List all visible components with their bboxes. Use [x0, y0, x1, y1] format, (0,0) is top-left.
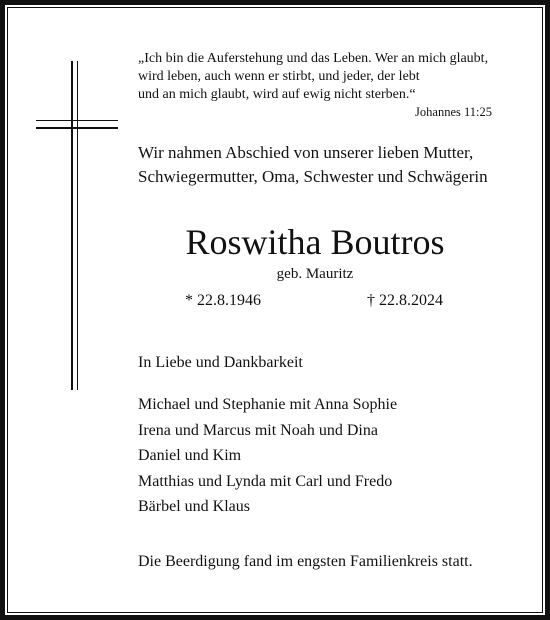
bible-quote — [138, 50, 518, 104]
mourner-item: Bärbel und Klaus — [138, 498, 250, 515]
mourner-item: Irena und Marcus mit Noah und Dina — [138, 421, 378, 439]
love-line: In Liebe und Dankbarkeit — [138, 354, 303, 371]
cross-horizontal-bar-thick — [36, 127, 118, 129]
funeral-note: Die Beerdigung fand im engsten Familienkreis statt. — [138, 553, 473, 570]
mourners-list — [138, 392, 397, 520]
birth-name: geb. Mauritz — [276, 266, 354, 282]
quote-line: wird leben, auch wenn er stirbt, und jeder, der lebt — [138, 69, 420, 84]
mourner-item: Daniel und Kim — [138, 447, 242, 464]
death-date: † 22.8.2024 — [367, 292, 443, 309]
cross-horizontal-bar — [36, 120, 118, 121]
intro-line: Schwiegermutter, Oma, Schwester und Schwägerin — [138, 167, 488, 186]
quote-line: und an mich glaubt, wird auf ewig nicht sterben.“ — [138, 87, 416, 102]
quote-line: „Ich bin die Auferstehung und das Leben. Wer an mich glaubt, — [138, 51, 489, 66]
quote-source: Johannes 11:25 — [415, 105, 492, 119]
birth-date: * 22.8.1946 — [185, 292, 261, 309]
intro-line: Wir nahmen Abschied von unserer lieben Mutter, — [138, 143, 474, 162]
mourner-item: Matthias und Lynda mit Carl und Fredo — [138, 472, 393, 490]
deceased-name: Roswitha Boutros — [185, 222, 445, 262]
mourner-item: Michael und Stephanie mit Anna Sophie — [138, 396, 398, 413]
farewell-intro — [138, 141, 488, 189]
